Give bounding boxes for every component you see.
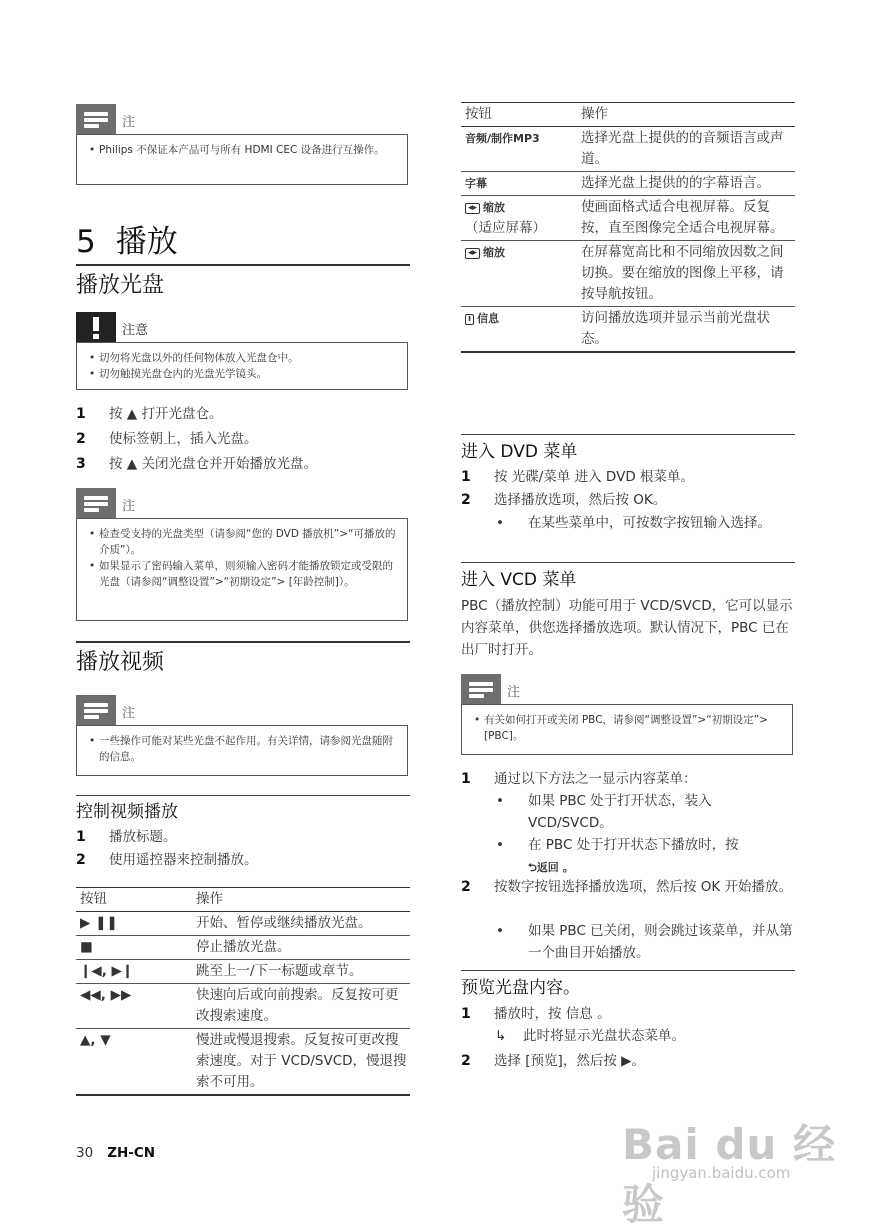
baidu-watermark bbox=[612, 1102, 852, 1229]
section-play-video: 播放视频 bbox=[76, 650, 165, 675]
search-icon: ◀◀, ▶▶ bbox=[76, 984, 192, 1029]
exclamation-icon bbox=[76, 312, 116, 342]
note-item: • Philips 不保证本产品可与所有 HDMI CEC 设备进行互操作。 bbox=[99, 142, 397, 158]
step-detail: • 如果 PBC 处于打开状态，装入 VCD/SVCD。 bbox=[496, 793, 712, 831]
note-item: • 如果显示了密码输入菜单，则须输入密码才能播放锁定或受限的光盘（请参阅“调整设置”>“初期设定”> [年龄控制]）。 bbox=[99, 558, 397, 590]
control-table bbox=[76, 887, 410, 1096]
caution-item: • 切勿将光盘以外的任何物体放入光盘仓中。 bbox=[99, 350, 397, 366]
chapter-heading: 5 播放 bbox=[76, 224, 178, 260]
stop-icon: ■ bbox=[76, 936, 192, 960]
page-footer bbox=[76, 1145, 155, 1161]
note-title: 注 bbox=[122, 115, 136, 130]
divider bbox=[76, 641, 410, 643]
pbc-paragraph: PBC（播放控制）功能可用于 VCD/SVCD，它可以显示内容菜单，供您选择播放选项。默认情况下，PBC 已在出厂时打开。 bbox=[461, 598, 793, 658]
note-item: • 检查受支持的光盘类型（请参阅“您的 DVD 播放机”>“可播放的介质”）。 bbox=[99, 526, 397, 558]
subsection-preview: 预览光盘内容。 bbox=[461, 978, 580, 998]
info-icon: i bbox=[465, 314, 474, 325]
divider bbox=[76, 264, 410, 266]
table-row: i 信息 访问播放选项并显示当前光盘状态。 bbox=[461, 307, 795, 353]
note-icon bbox=[76, 695, 116, 725]
watermark-logo: Bai du 经验 bbox=[622, 1120, 836, 1229]
table-row: ▶ ❚❚ 开始、暂停或继续播放光盘。 bbox=[76, 912, 410, 936]
divider bbox=[461, 562, 795, 563]
note-icon bbox=[76, 488, 116, 518]
caution-item: • 切勿触摸光盘仓内的光盘光学镜头。 bbox=[99, 366, 397, 382]
step-detail: • 在某些菜单中，可按数字按钮输入选择。 bbox=[496, 515, 771, 531]
zoom-icon: ◂▸ bbox=[465, 248, 480, 259]
return-icon: ⮌返回 。 bbox=[528, 861, 574, 874]
zoom-icon: ◂▸ bbox=[465, 203, 480, 214]
table-row: 音频/制作MP3 选择光盘上提供的的音频语言或声道。 bbox=[461, 127, 795, 172]
button-table bbox=[461, 102, 795, 353]
step-detail: • 如果 PBC 已关闭，则会跳过该菜单，并从第一个曲目开始播放。 bbox=[496, 923, 793, 961]
page-number: 30 bbox=[76, 1145, 94, 1161]
arrow-icon: ↳ bbox=[495, 1028, 507, 1044]
table-header: 按钮 操作 bbox=[461, 103, 795, 127]
table-row: ▲, ▼ 慢进或慢退搜索。反复按可更改搜索速度。对于 VCD/SVCD，慢退搜索不可用。 bbox=[76, 1029, 410, 1096]
table-row: ◂▸ 缩放 在屏幕宽高比和不同缩放因数之间切换。要在缩放的图像上平移，请按导航按钮。 bbox=[461, 241, 795, 307]
table-row: ◂▸ 缩放 （适应屏幕） 使画面格式适合电视屏幕。反复按，直至图像完全适合电视屏幕。 bbox=[461, 196, 795, 241]
note-icon bbox=[76, 104, 116, 134]
step-result: ↳ 此时将显示光盘状态菜单。 bbox=[523, 1025, 793, 1047]
skip-icon: ❙◀, ▶❙ bbox=[76, 960, 192, 984]
language-code: ZH-CN bbox=[107, 1145, 156, 1161]
subsection-vcd-menu: 进入 VCD 菜单 bbox=[461, 570, 577, 590]
divider bbox=[76, 795, 410, 796]
note-icon bbox=[461, 674, 501, 704]
divider bbox=[461, 434, 795, 435]
note-item: • 一些操作可能对某些光盘不起作用。有关详情，请参阅光盘随附的信息。 bbox=[99, 733, 397, 765]
table-row: 字幕 选择光盘上提供的的字幕语言。 bbox=[461, 172, 795, 196]
subsection-control-video: 控制视频播放 bbox=[76, 802, 178, 822]
caution-title: 注意 bbox=[122, 323, 149, 338]
table-row: ❙◀, ▶❙ 跳至上一/下一标题或章节。 bbox=[76, 960, 410, 984]
table-row: ◀◀, ▶▶ 快速向后或向前搜索。反复按可更改搜索速度。 bbox=[76, 984, 410, 1029]
note-item: • 有关如何打开或关闭 PBC，请参阅“调整设置”>“初期设定”> [PBC]。 bbox=[484, 712, 782, 744]
watermark-url: jingyan.baidu.com bbox=[652, 1164, 791, 1182]
divider bbox=[461, 970, 795, 971]
subsection-dvd-menu: 进入 DVD 菜单 bbox=[461, 442, 578, 462]
table-header: 按钮 操作 bbox=[76, 888, 410, 912]
step-detail: • 在 PBC 处于打开状态下播放时，按 ⮌返回 。 bbox=[496, 837, 739, 874]
play-pause-icon: ▶ ❚❚ bbox=[76, 912, 192, 936]
table-row: ■ 停止播放光盘。 bbox=[76, 936, 410, 960]
section-play-disc: 播放光盘 bbox=[76, 273, 165, 298]
slow-icon: ▲, ▼ bbox=[76, 1029, 192, 1096]
